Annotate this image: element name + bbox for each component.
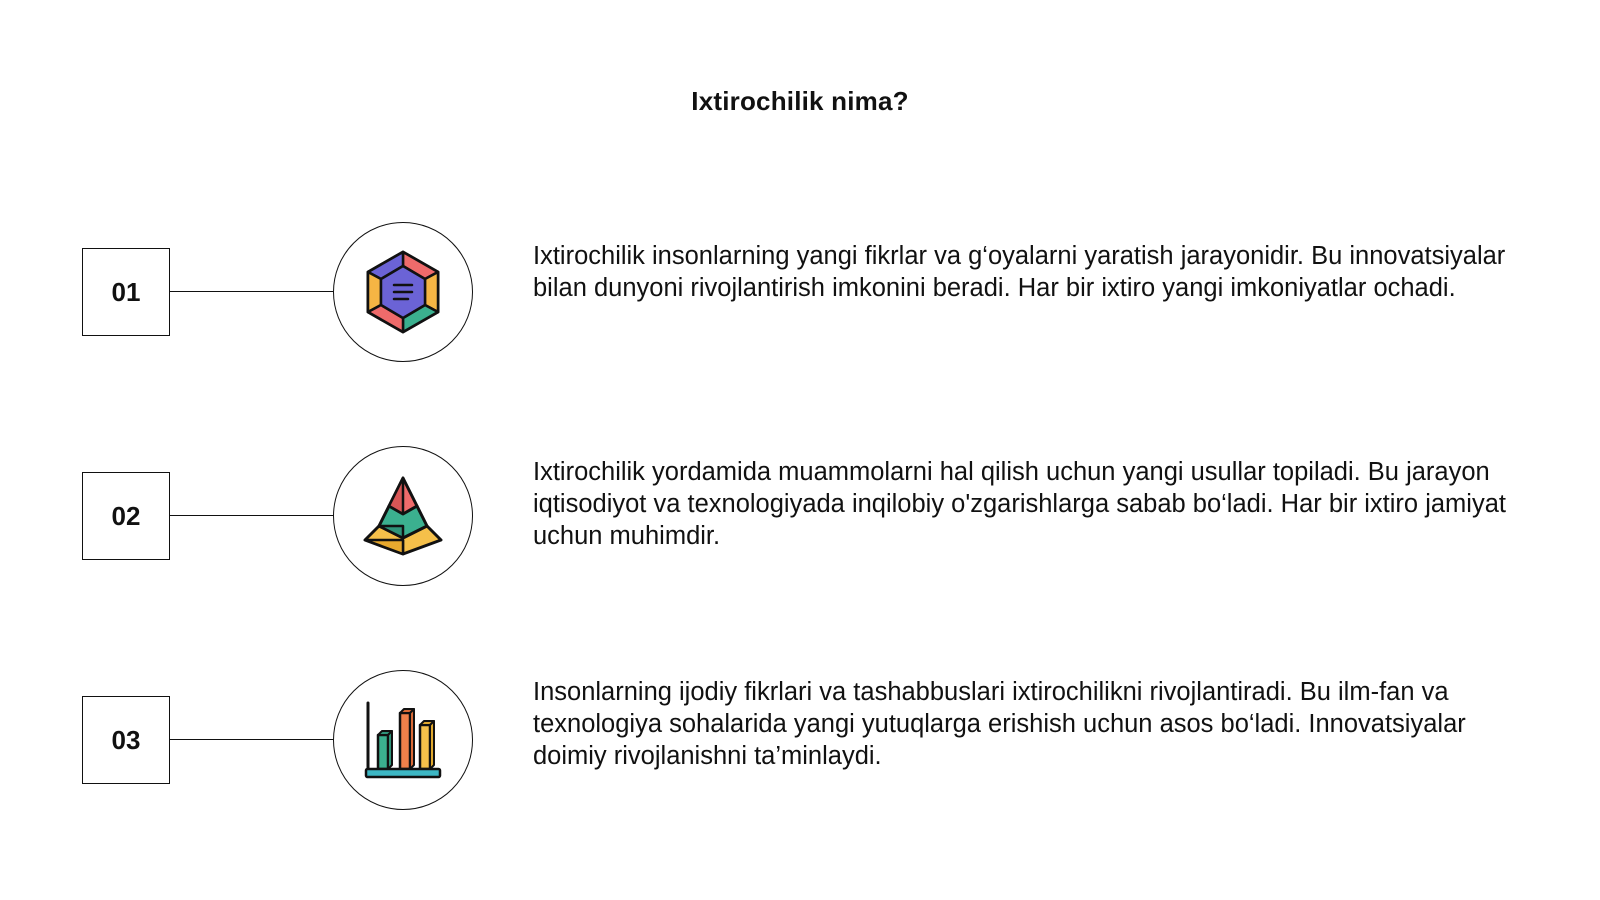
connector-line [170,739,333,740]
page-title: Ixtirochilik nima? [691,86,909,116]
step-number: 01 [111,276,141,307]
hexagon-icon [364,249,442,335]
icon-circle [333,670,473,810]
step-number-box [82,248,170,336]
list-item [0,670,1600,810]
step-number-box [82,472,170,560]
bar-chart-icon [362,699,444,781]
item-description: Ixtirochilik yordamida muammolarni hal qilish uchun yangi usullar topiladi. Bu jarayon iqtisodiyot va texnologiyada inqilobiy o'zgarishlarga sabab bo‘ladi. Har bir ixtiro jamiyat uchun muhimdir. [533,458,1506,550]
pyramid-icon [363,476,443,556]
list-item [0,446,1600,586]
icon-circle [333,446,473,586]
step-number-box [82,696,170,784]
connector-line [170,515,333,516]
step-number: 03 [111,724,141,755]
item-description: Ixtirochilik insonlarning yangi fikrlar va g‘oyalarni yaratish jarayonidir. Bu innovatsiyalar bilan dunyoni rivojlantirish imkonini beradi. Har bir ixtiro yangi imkoniyatlar ochadi. [533,242,1506,302]
step-number: 02 [111,500,141,531]
icon-circle [333,222,473,362]
item-description: Insonlarning ijodiy fikrlari va tashabbuslari ixtirochilikni rivojlantiradi. Bu ilm-fan va texnologiya sohalarida yangi yutuqlarga erishish uchun asos bo‘ladi. Innovatsiyalar doimiy rivojlanishni ta’minlaydi. [533,678,1466,770]
connector-line [170,291,333,292]
list-item [0,222,1600,362]
